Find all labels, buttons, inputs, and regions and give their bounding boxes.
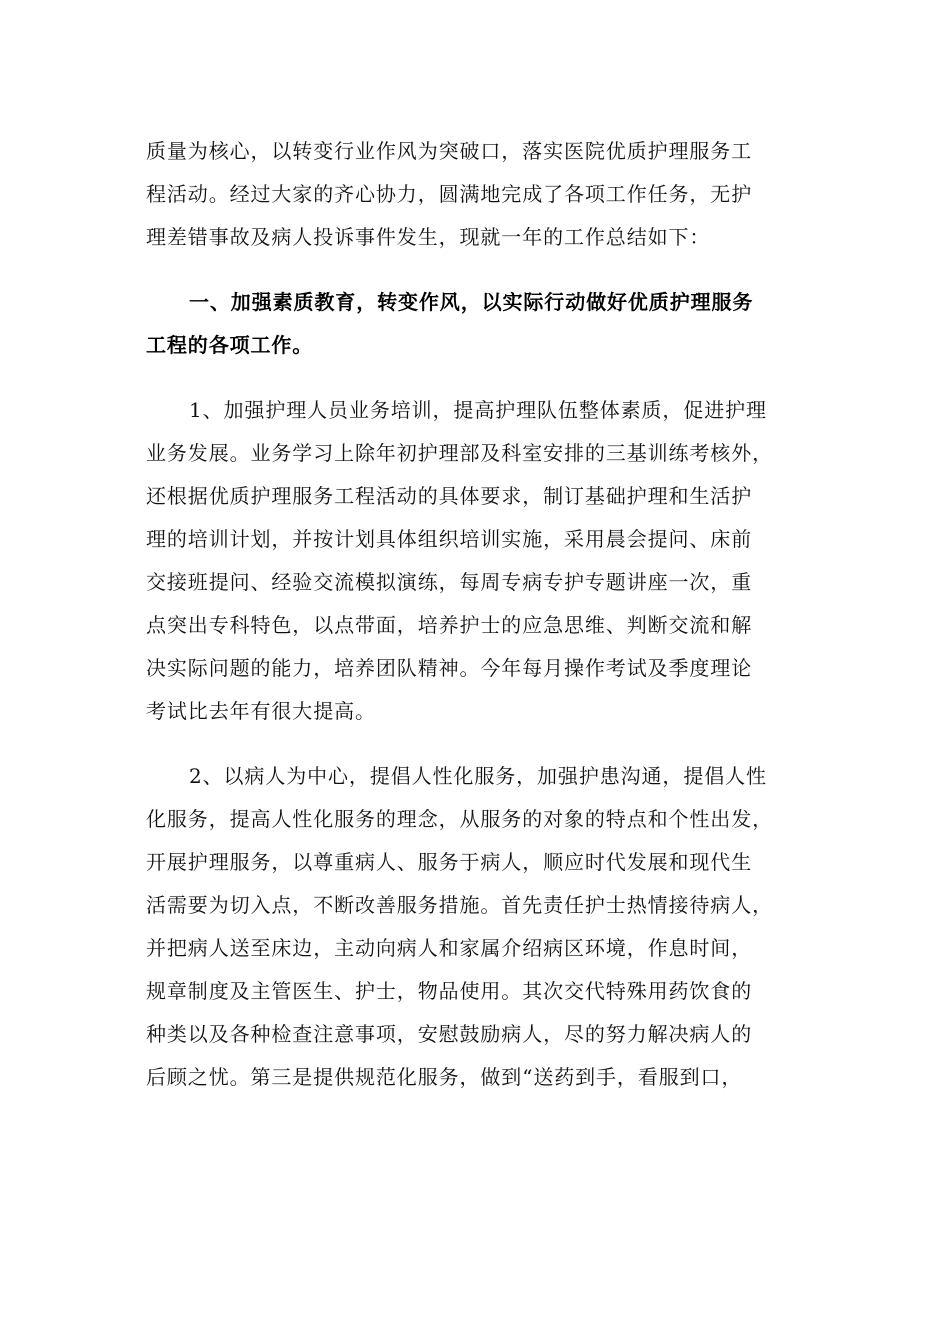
text-line: 理差错事故及病人投诉事件发生，现就一年的工作总结如下： bbox=[146, 225, 711, 249]
heading-line: 工程的各项工作。 bbox=[146, 333, 314, 357]
text-line: 点突出专科特色，以点带面，培养护士的应急思维、判断交流和解 bbox=[146, 613, 753, 637]
text-line: 考试比去年有很大提高。 bbox=[146, 699, 376, 723]
text-line: 种类以及各种检查注意事项，安慰鼓励病人，尽的努力解决病人的 bbox=[146, 1022, 753, 1046]
text-line: 开展护理服务，以尊重病人、服务于病人，顺应时代发展和现代生 bbox=[146, 850, 753, 874]
paragraph-item-1 bbox=[146, 389, 804, 733]
text-line: 还根据优质护理服务工程活动的具体要求，制订基础护理和生活护 bbox=[146, 484, 753, 508]
text-line: 业务发展。业务学习上除年初护理部及科室安排的三基训练考核外， bbox=[146, 441, 773, 465]
text-line: 活需要为切入点，不断改善服务措施。首先责任护士热情接待病人， bbox=[146, 893, 773, 917]
text-line: 1、加强护理人员业务培训，提高护理队伍整体素质，促进护理 bbox=[189, 398, 767, 422]
text-line: 质量为核心，以转变行业作风为突破口，落实医院优质护理服务工 bbox=[146, 139, 753, 163]
paragraph-intro bbox=[146, 130, 804, 259]
text-line: 化服务，提高人性化服务的理念，从服务的对象的特点和个性出发， bbox=[146, 807, 773, 831]
text-line: 理的培训计划，并按计划具体组织培训实施，采用晨会提问、床前 bbox=[146, 527, 753, 551]
text-line: 后顾之忧。第三是提供规范化服务，做到“送药到手，看服到口， bbox=[146, 1065, 743, 1089]
text-line: 程活动。经过大家的齐心协力，圆满地完成了各项工作任务，无护 bbox=[146, 182, 753, 206]
section-heading-1 bbox=[146, 281, 804, 367]
text-line: 并把病人送至床边，主动向病人和家属介绍病区环境，作息时间， bbox=[146, 936, 753, 960]
document-body bbox=[146, 130, 804, 1099]
text-line: 交接班提问、经验交流模拟演练，每周专病专护专题讲座一次，重 bbox=[146, 570, 753, 594]
text-line: 规章制度及主管医生、护士，物品使用。其次交代特殊用药饮食的 bbox=[146, 979, 753, 1003]
text-line: 2、以病人为中心，提倡人性化服务，加强护患沟通，提倡人性 bbox=[189, 764, 767, 788]
paragraph-item-2 bbox=[146, 755, 804, 1099]
text-line: 决实际问题的能力，培养团队精神。今年每月操作考试及季度理论 bbox=[146, 656, 753, 680]
heading-line: 一、加强素质教育，转变作风，以实际行动做好优质护理服务 bbox=[189, 290, 754, 314]
